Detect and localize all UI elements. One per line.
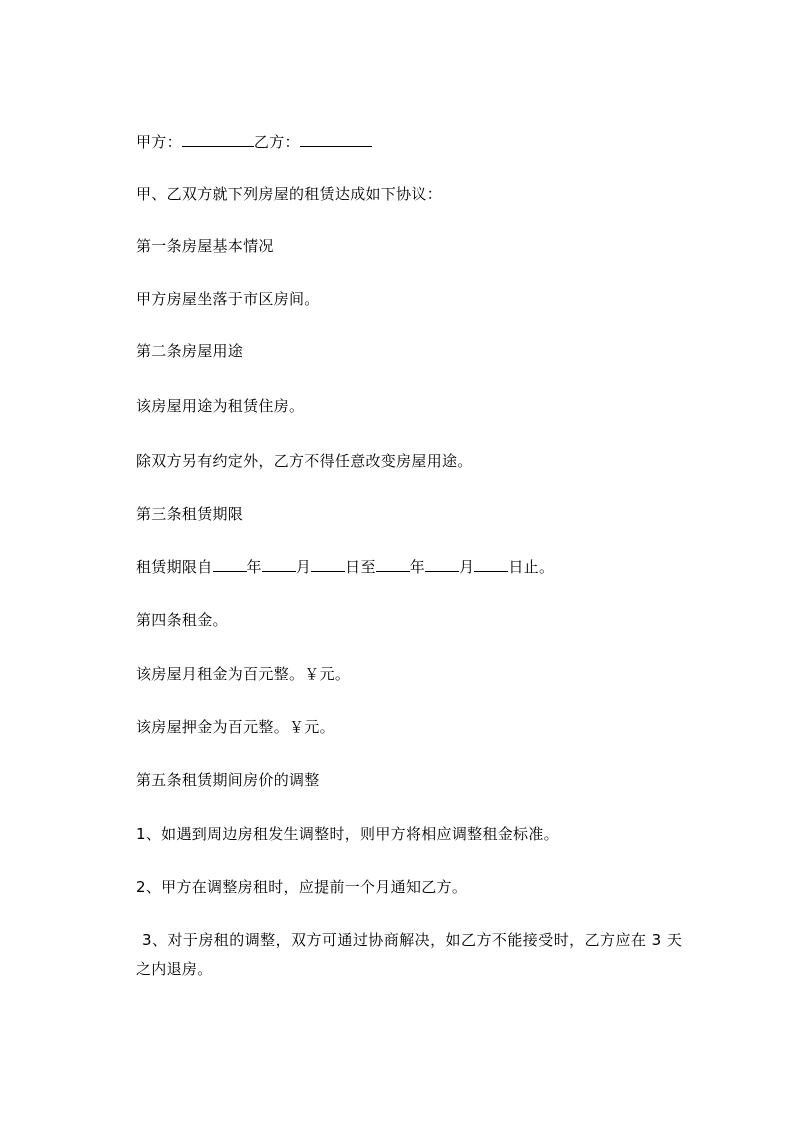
party-line xyxy=(136,132,372,152)
term-day2: 日止。 xyxy=(508,558,555,576)
start-month-blank xyxy=(262,557,296,572)
party-a-blank xyxy=(182,132,254,147)
article2-title: 第二条房屋用途 xyxy=(136,342,244,360)
party-b-blank xyxy=(300,132,372,147)
term-year1: 年 xyxy=(246,558,262,576)
article2-text2: 除双方另有约定外，乙方不得任意改变房屋用途。 xyxy=(136,452,473,470)
term-day1: 日至 xyxy=(345,558,376,576)
party-a-label: 甲方： xyxy=(136,133,182,151)
intro-paragraph: 甲、乙双方就下列房屋的租赁达成如下协议： xyxy=(136,185,443,203)
article4-title: 第四条租金。 xyxy=(136,611,228,629)
term-year2: 年 xyxy=(409,558,426,576)
article1-title: 第一条房屋基本情况 xyxy=(136,237,274,255)
article3-title: 第三条租赁期限 xyxy=(136,505,244,523)
article2-text1: 该房屋用途为租赁住房。 xyxy=(136,397,305,415)
end-month-blank xyxy=(425,557,459,572)
article1-text: 甲方房屋坐落于市区房间。 xyxy=(136,290,320,308)
term-month1: 月 xyxy=(295,558,312,576)
article5-item3-line2: 之内退房。 xyxy=(136,960,213,978)
article4-rent: 该房屋月租金为百元整。￥元。 xyxy=(136,665,351,683)
article5-item2: 2、甲方在调整房租时，应提前一个月通知乙方。 xyxy=(136,878,468,896)
start-year-blank xyxy=(213,557,247,572)
term-prefix: 租赁期限自 xyxy=(136,558,213,576)
article5-title: 第五条租赁期间房价的调整 xyxy=(136,771,320,789)
term-month2: 月 xyxy=(459,558,475,576)
end-year-blank xyxy=(376,557,410,572)
start-day-blank xyxy=(311,557,345,572)
article5-item3-line1: 3、对于房租的调整，双方可通过协商解决，如乙方不能接受时，乙方应在 3 天 xyxy=(142,931,683,949)
end-day-blank xyxy=(474,557,508,572)
article5-item1: 1、如遇到周边房租发生调整时，则甲方将相应调整租金标准。 xyxy=(136,825,559,843)
article4-deposit: 该房屋押金为百元整。￥元。 xyxy=(136,718,335,736)
article3-term xyxy=(136,557,554,577)
party-b-label: 乙方： xyxy=(253,133,300,151)
